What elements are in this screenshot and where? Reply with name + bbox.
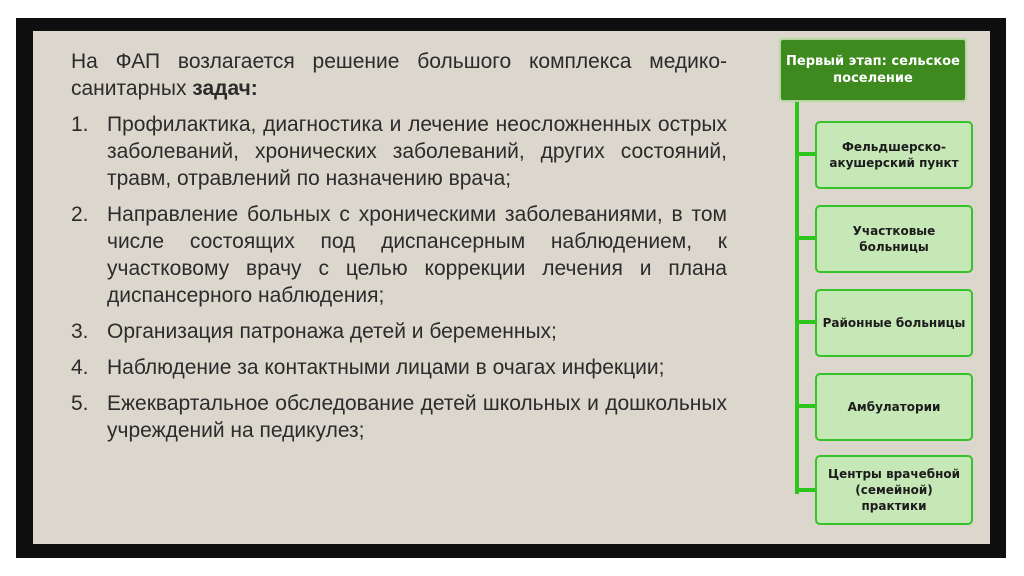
list-item [71, 354, 727, 381]
list-item [71, 390, 727, 444]
facility-label: Амбулатории [847, 400, 941, 414]
facility-box [815, 121, 973, 189]
diagram-connector [795, 488, 817, 492]
facility-box [815, 205, 973, 273]
intro-text: На ФАП возлагается решение большого комплекса медико-санитарных [71, 50, 727, 100]
diagram-connector [795, 236, 817, 240]
item-text: Организация патронажа детей и беременных; [107, 320, 557, 343]
facility-label: Фельдшерско-акушерский пункт [829, 140, 959, 170]
item-number: 4. [71, 356, 89, 379]
diagram-connector [795, 152, 817, 156]
item-number: 5. [71, 392, 89, 415]
facility-label: Центры врачебной (семейной) практики [827, 467, 961, 513]
item-number: 3. [71, 320, 89, 343]
facility-box [815, 455, 973, 525]
stage-title: Первый этап: сельское поселение [786, 54, 960, 86]
item-number: 1. [71, 113, 89, 136]
list-item [71, 318, 727, 345]
item-text: Наблюдение за контактными лицами в очагах инфекции; [107, 356, 665, 379]
item-text: Профилактика, диагностика и лечение неосложненных острых заболеваний, хронических заболеваний, других состояний, травм, отравлений по назначению врача; [107, 113, 727, 190]
diagram-connector [795, 320, 817, 324]
list-item [71, 201, 727, 309]
facility-box [815, 373, 973, 441]
facility-label: Районные больницы [822, 316, 966, 330]
slide-body [71, 48, 727, 453]
item-text: Ежеквартальное обследование детей школьных и дошкольных учреждений на педикулез; [107, 392, 727, 442]
task-list [71, 111, 727, 444]
list-item [71, 111, 727, 192]
facility-box [815, 289, 973, 357]
intro-bold: задач: [192, 77, 258, 100]
stage-header-box [779, 38, 967, 102]
intro-paragraph [71, 48, 727, 102]
item-number: 2. [71, 203, 89, 226]
diagram-connector-vertical [795, 102, 799, 494]
facility-label: Участковые больницы [852, 224, 936, 254]
item-text: Направление больных с хроническими заболеваниями, в том числе состоящих под диспансерным наблюдением, к участковому врачу с целью коррекции лечения и плана диспансерного наблюдения; [107, 203, 727, 307]
diagram-connector [795, 404, 817, 408]
